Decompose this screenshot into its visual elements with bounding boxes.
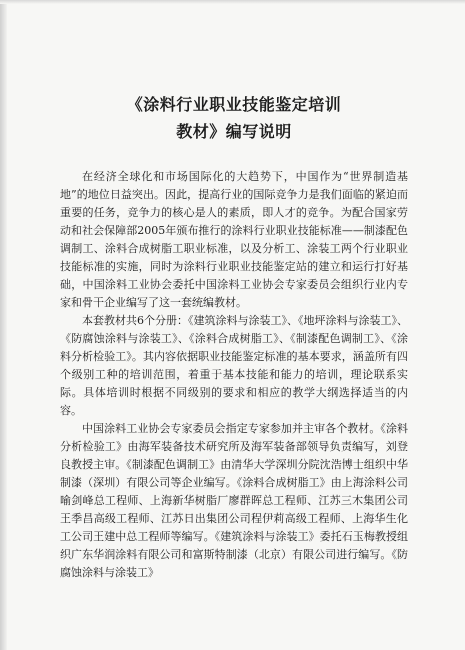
paragraph-intro: 在经济全球化和市场国际化的大趋势下，中国作为“世界制造基地”的地位日益突出。因此，提高行业的国际竞争力是我们面临的紧迫而重要的任务，竞争力的核心是人的素质，即人才的竞争。为配合国家劳动和社会保障部2005年颁布推行的涂料行业职业技能标准——制漆配色调制工、涂料合成树脂工职业标准，以及分析工、涂装工两个行业职业技能标准的实施，同时为涂料行业职业技能鉴定站的建立和运行打好基础，中国涂料工业协会委托中国涂料工业协会专家委员会组织行业内专家和骨干企业编写了这一套统编教材。 (60, 170, 408, 309)
paragraph-authors: 中国涂料工业协会专家委员会指定专家参加并主审各个教材。《涂料分析检验工》由海军装备技术研究所及海军装备部领导负责编写，刘登良教授主审。《制漆配色调制工》由清华大学深圳分院沈浩博士组织中华制漆（深圳）有限公司等企业编写。《涂料合成树脂工》由上海涂料公司喻剑峰总工程师、上海新华树脂厂廖群晖总工程师、江苏三木集团公司王季昌高级工程师、江苏日出集团公司程伊莉高级工程师、上海华生化工公司王建中总工程师等编写。《建筑涂料与涂装工》委托石玉梅教授组织广东华润涂料有限公司和富斯特制漆（北京）有限公司进行编写。《防腐蚀涂料与涂装工》 (60, 422, 408, 579)
title-line-1: 《涂料行业职业技能鉴定培训 (126, 95, 342, 114)
document-page (60, 0, 408, 650)
document-title (60, 0, 408, 144)
scan-edge-shadow (0, 0, 7, 650)
title-line-2: 教材》编写说明 (176, 122, 292, 141)
paragraph-volumes: 本套教材共6个分册：《建筑涂料与涂装工》、《地坪涂料与涂装工》、《防腐蚀涂料与涂装工》、《涂料合成树脂工》、《制漆配色调制工》、《涂料分析检验工》。其内容依据职业技能鉴定标准的基本要求，涵盖所有四个级别工种的培训范围，着重于基本技能和能力的培训，理论联系实际。具体培训时根据不同级别的要求和相应的教学大纲选择适当的内容。 (60, 314, 408, 417)
document-body (60, 168, 408, 582)
